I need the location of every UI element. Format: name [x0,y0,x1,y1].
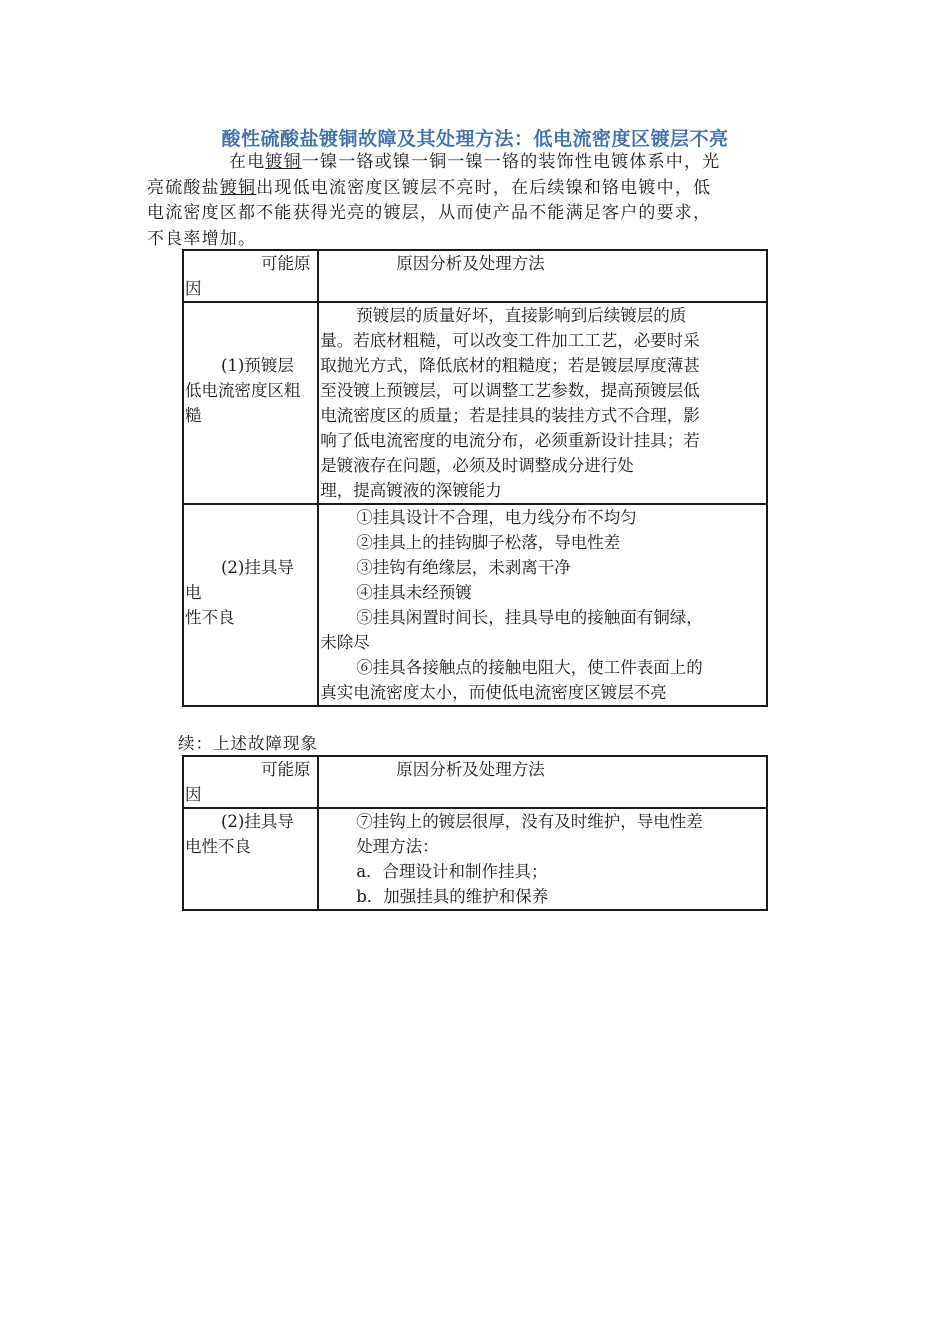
analysis-cell [318,302,767,504]
document-title: 酸性硫酸盐镀铜故障及其处理方法：低电流密度区镀层不亮 [221,128,729,150]
analysis-line: 理，提高镀液的深镀能力 [320,481,502,500]
intro-text: 电流密度区都不能获得光亮的镀层，从而使产品不能满足客户的要求， [147,203,712,223]
table-header-row [183,250,767,302]
cause-label: (2)挂具导 [221,558,294,577]
header-cause-cell [183,756,318,808]
analysis-item: a．合理设计和制作挂具； [356,862,548,881]
header-cause-label: 因 [185,279,202,298]
analysis-item: ⑦挂钩上的镀层很厚，没有及时维护，导电性差 [356,812,703,831]
cause-label: 性不良 [185,608,235,627]
header-analysis-cell [318,250,767,302]
header-cause-label: 可能原 [261,254,311,273]
table-row [183,302,767,504]
cause-cell [183,302,318,504]
intro-text: 在电 [229,152,266,172]
cause-label: 低电流密度区粗 [185,381,301,400]
analysis-item: b．加强挂具的维护和保养 [356,887,549,906]
analysis-line: 取抛光方式，降低底材的粗糙度；若是镀层厚度薄甚 [320,356,700,375]
header-analysis-label: 原因分析及处理方法 [396,760,545,779]
intro-text: 出现低电流密度区镀层不亮时，在后续镍和铬电镀中，低 [256,177,712,198]
analysis-item: ⑥挂具各接触点的接触电阻大，使工件表面上的 [356,658,703,677]
analysis-item: ⑤挂具闲置时间长，挂具导电的接触面有铜绿， [356,608,703,627]
header-cause-label: 可能原 [261,760,311,779]
analysis-item: ③挂钩有绝缘层，未剥离干净 [356,558,571,577]
intro-text: 一镍一铬或镍一铜一镍一铬的装饰性电镀体系中，光 [301,152,721,172]
analysis-line: 量。若底材粗糙，可以改变工件加工工艺，必要时采 [320,331,700,350]
header-analysis-cell [318,756,767,808]
intro-paragraph [147,150,799,252]
intro-text: 亮硫酸盐 [147,177,220,198]
table-header-row [183,756,767,808]
continued-label: 续：上述故障现象 [178,734,318,753]
header-analysis-label: 原因分析及处理方法 [396,254,545,273]
analysis-item: 真实电流密度太小，而使低电流密度区镀层不亮 [320,683,667,702]
intro-text: 不良率增加。 [147,228,257,249]
analysis-item: ②挂具上的挂钩脚子松落，导电性差 [356,533,621,552]
header-cause-cell [183,250,318,302]
cause-label: (2)挂具导 [221,812,294,831]
cause-label: 糙 [185,406,202,425]
intro-link-copper-plating[interactable]: 镀铜 [265,152,302,172]
cause-cell [183,504,318,706]
analysis-item: ①挂具设计不合理，电力线分布不均匀 [356,508,637,527]
analysis-item: 未除尽 [320,633,370,652]
cause-label: 电性不良 [185,837,251,856]
cause-label: 电 [185,583,202,602]
header-cause-label: 因 [185,785,202,804]
analysis-line: 电流密度区的质量；若是挂具的装挂方式不合理，影 [320,406,700,425]
analysis-line: 至没镀上预镀层，可以调整工艺参数，提高预镀层低 [320,381,700,400]
analysis-cell [318,808,767,910]
analysis-line: 预镀层的质量好坏，直接影响到后续镀层的质 [356,306,687,325]
analysis-line: 是镀液存在问题，必须及时调整成分进行处 [320,456,634,475]
analysis-line: 响了低电流密度的电流分布，必须重新设计挂具；若 [320,431,700,450]
fault-table [182,249,768,707]
analysis-item: 处理方法： [356,837,439,856]
cause-label: (1)预镀层 [221,356,294,375]
analysis-item: ④挂具未经预镀 [356,583,472,602]
analysis-cell [318,504,767,706]
intro-link-copper-plating[interactable]: 镀铜 [219,177,257,198]
fault-table-continued [182,755,768,911]
cause-cell [183,808,318,910]
table-row [183,504,767,706]
table-row [183,808,767,910]
